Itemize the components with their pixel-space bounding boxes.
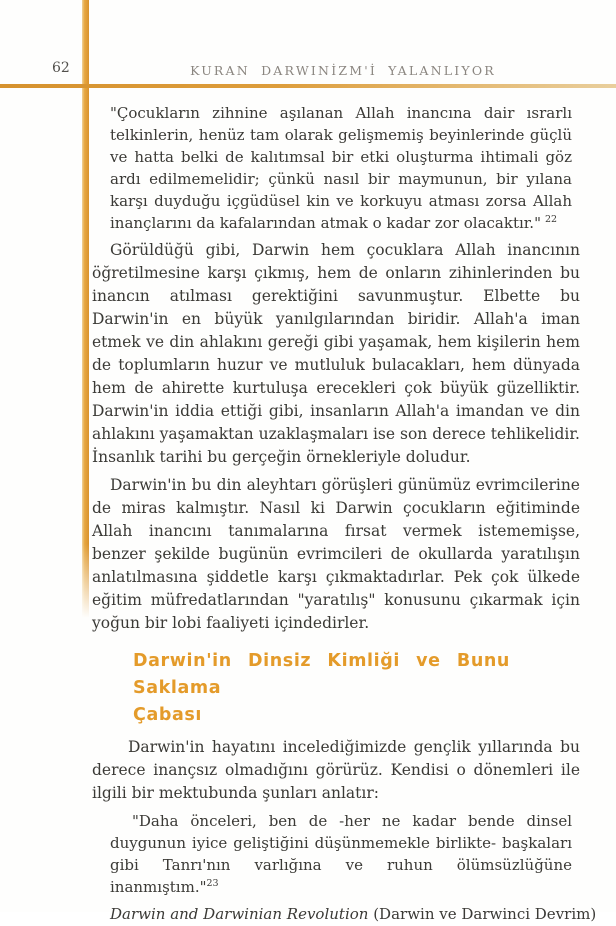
paragraph-3: Darwin'in hayatını incelediğimizde gençlik yıllarında bu derece inançsız olmadığını görürüz. Kendisi o dönemleri ile ilgili bir mektubunda şunları anlatır:: [92, 738, 580, 802]
paragraph-1: Görüldüğü gibi, Darwin hem çocuklara Allah inancının öğretilmesine karşı çıkmış, hem de onların zihinlerinden bu inancın atılması gerektiğini savunmuştur. Elbette bu Darwin'in en büyük yanılgılarından biridir. Allah'a iman etmek ve din ahlakını gereği gibi yaşamak, hem kişilerin hem de toplumların huzur ve mutluluk bulacakları, hem dünyada hem de ahirette kurtuluşa erecekleri çok büyük güzelliktir. Darwin'in iddia ettiği gibi, insanların Allah'a imandan ve din ahlakını yaşamaktan uzaklaşmaları ise son derece tehlikelidir. İnsanlık tarihi bu gerçeğin örnekleriyle doludur.: [92, 241, 580, 466]
citation-translation: (Darwin ve Darwinci Devrim): [368, 905, 597, 923]
page-number: 62: [52, 60, 70, 76]
page-body: [92, 98, 597, 926]
block-quote-2: [110, 810, 572, 898]
running-title: KURAN DARWINİZM'İ YALANLIYOR: [190, 63, 496, 78]
header-rule: [0, 84, 616, 88]
block-quote-1: [110, 102, 572, 234]
footnote-reference-22: 22: [544, 214, 558, 225]
section-heading: [133, 648, 510, 729]
citation-title-italic: Darwin and Darwinian Revolution: [110, 905, 369, 923]
section-heading-line1: Darwin'in Dinsiz Kimliği ve Bunu Saklama: [133, 651, 510, 698]
paragraph-2: Darwin'in bu din aleyhtarı görüşleri günümüz evrimcilerine de miras kalmıştır. Nasıl ki Darwin çocukların eğitiminde Allah inancını tanımalarına fırsat vermek istememişse, benzer şekilde bugünün evrimcileri de okullarda yaratılışın anlatılmasına şiddetle karşı çıkmaktadırlar. Pek çok ülkede eğitim müfredatlarından "yaratılış" konusunu çıkarmak için yoğun bir lobi faaliyeti içindedirler.: [92, 476, 580, 632]
source-citation: [110, 903, 597, 926]
quote-2-text: "Daha önceleri, ben de -her ne kadar bende dinsel duygunun iyice geliştiğini düşünmemekle birlikte- başkaları gibi Tanrı'nın varlığına ve ruhun ölümsüzlüğüne inanmıştım.": [110, 812, 572, 896]
footnote-reference-23: 23: [206, 878, 219, 889]
section-heading-line2: Çabası: [133, 705, 203, 725]
decorative-vertical-bar: [82, 0, 89, 618]
quote-1-text: "Çocukların zihnine aşılanan Allah inancına dair ısrarlı telkinlerin, henüz tam olarak gelişmemiş beyinlerinde güçlü ve hatta belki de kalıtımsal bir etki oluşturma ihtimali göz ardı edilmemelidir; çünkü nasıl bir maymunun, bir yılana karşı duyduğu içgüdüsel kin ve korkuyu atması zorsa Allah inançlarını da kafalarından atmak o kadar zor olacaktır.": [110, 104, 572, 232]
